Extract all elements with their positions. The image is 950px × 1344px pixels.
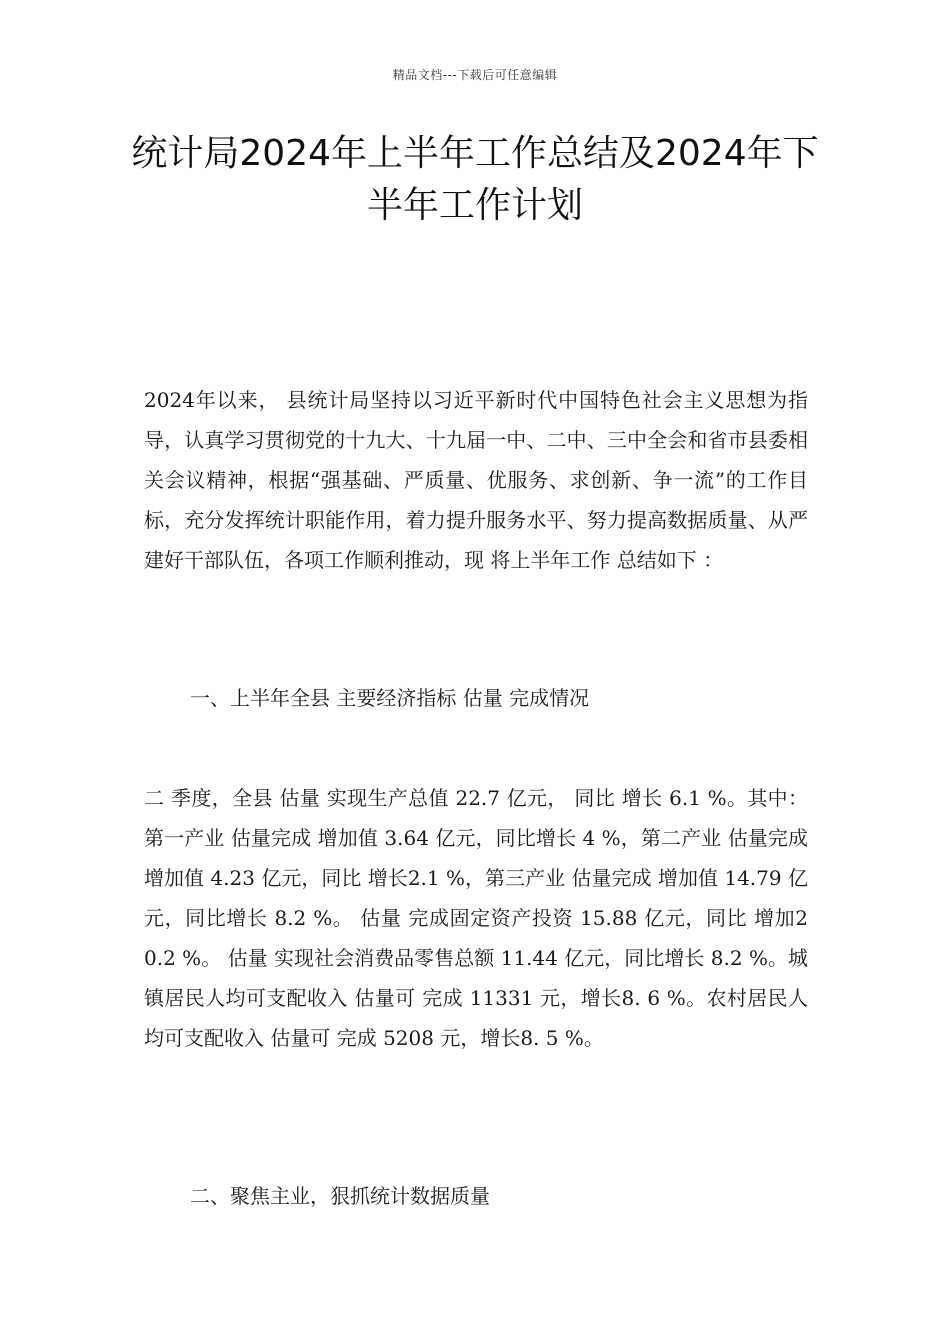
intro-paragraph: 2024年以来， 县统计局坚持以习近平新时代中国特色社会主义思想为指导，认真学习贯彻党的十九大、十九届一中、二中、三中全会和省市县委相关会议精神，根据“强基础、严质量、优服务、求创新、争一流”的工作目标，充分发挥统计职能作用，着力提升服务水平、努力提高数据质量、从严建好干部队伍，各项工作顺利推动，现 将上半年工作 总结如下 ： (144, 388, 808, 572)
section-heading-1: 一、上半年全县 主要经济指标 估量 完成情况 (190, 686, 590, 710)
header-note: 精品文档---下载后可任意编辑 (392, 68, 558, 82)
section-1-body: 二 季度，全县 估量 实现生产总值 22.7 亿元， 同比 增长 6.1 %。其中：第一产业 估量完成 增加值 3.64 亿元，同比增长 4 %，第二产业 估量完成 增加值 4.23 亿元，同比 增长2.1 %，第三产业 估量完成 增加值 14.79 亿元，同比增长 8.2 %。 估量 完成固定资产投资 15.88 亿元，同比 增加20.2 %。 估量 实现社会消费品零售总额 11.44 亿元，同比增长 8.2 %。城镇居民人均可支配收入 估量可 完成 11331 元，增长8. 6 %。农村居民人均可支配收入 估量可 完成 5208 元，增长8. 5 %。 (144, 786, 808, 1050)
document-title: 统计局2024年上半年工作总结及2024年下半年工作计划 (131, 133, 819, 226)
section-heading-2: 二、聚焦主业，狠抓统计数据质量 (190, 1184, 490, 1208)
